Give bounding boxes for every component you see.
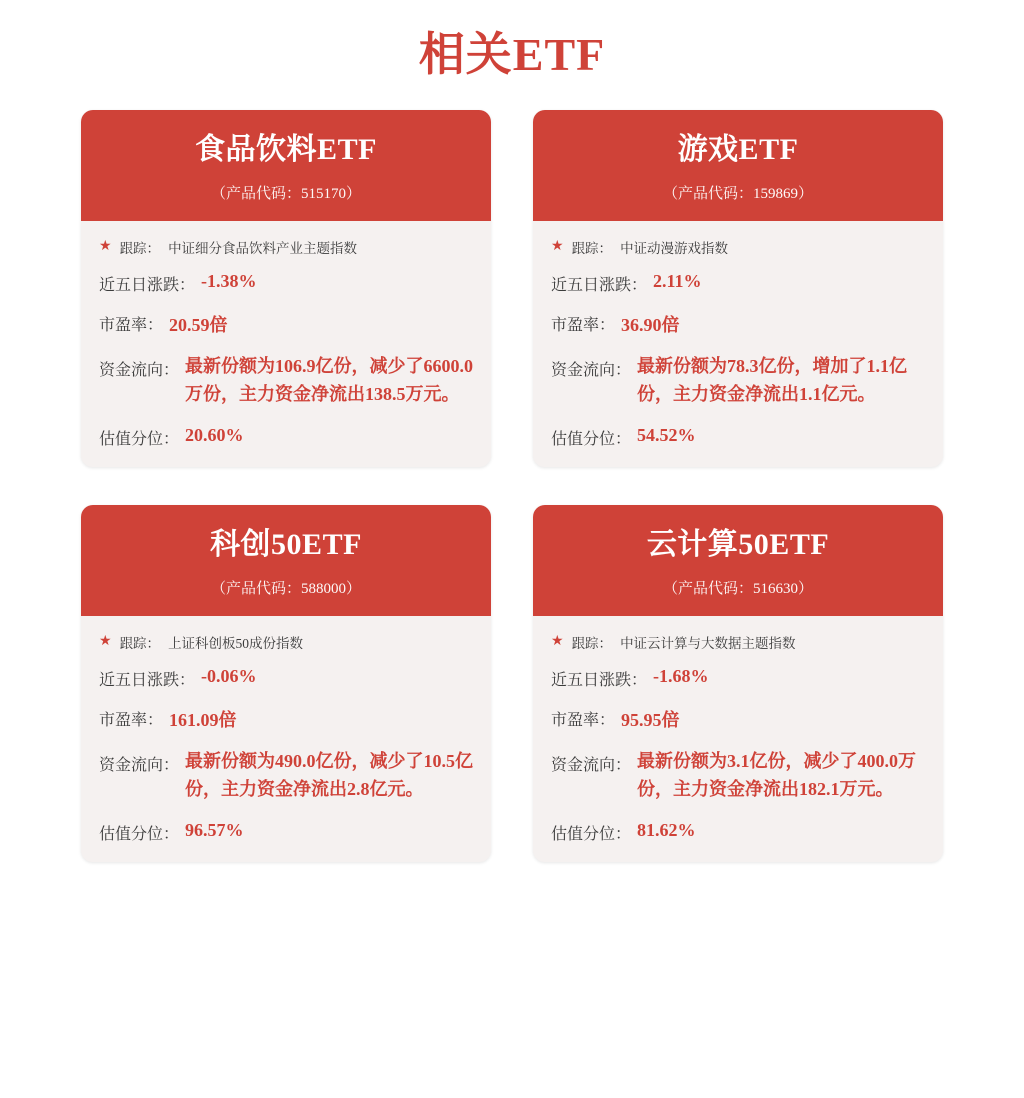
etf-percentile-value: 20.60% <box>185 424 244 445</box>
etf-five-day-row <box>551 666 925 690</box>
etf-card[interactable] <box>533 505 943 862</box>
etf-card[interactable] <box>533 110 943 467</box>
etf-flow-label: 资金流向： <box>551 362 632 379</box>
etf-percentile-value: 54.52% <box>637 424 696 445</box>
etf-page <box>0 18 1024 886</box>
etf-pe-row <box>99 706 473 732</box>
etf-track-label: 跟踪： <box>571 241 613 256</box>
etf-five-day-value: -1.68% <box>653 665 709 686</box>
page-title: 相关ETF <box>418 29 606 80</box>
etf-five-day-row <box>99 271 473 295</box>
etf-pe-label: 市盈率： <box>551 317 616 334</box>
etf-percentile-row <box>551 820 925 844</box>
etf-five-day-label: 近五日涨跌： <box>551 277 648 294</box>
etf-flow-row <box>551 748 925 804</box>
star-icon: ★ <box>99 239 112 254</box>
etf-flow-row <box>99 353 473 409</box>
etf-track-row <box>551 632 925 652</box>
etf-percentile-label: 估值分位： <box>99 430 180 448</box>
etf-track-value: 中证动漫游戏指数 <box>620 241 729 256</box>
etf-pe-value: 95.95倍 <box>621 709 680 730</box>
etf-track-label: 跟踪： <box>119 635 161 651</box>
etf-title: 食品饮料ETF <box>195 133 377 166</box>
star-icon: ★ <box>551 239 564 254</box>
etf-card-body <box>533 616 943 862</box>
etf-track-value: 中证细分食品饮料产业主题指数 <box>168 241 358 256</box>
etf-card-grid <box>0 110 1024 862</box>
etf-card-header <box>81 505 491 616</box>
etf-card-body <box>81 221 491 467</box>
etf-flow-row <box>99 748 473 804</box>
etf-track-value: 中证云计算与大数据主题指数 <box>620 635 796 651</box>
etf-percentile-row <box>99 425 473 449</box>
etf-percentile-value: 96.57% <box>185 819 244 840</box>
etf-pe-value: 36.90倍 <box>621 315 680 335</box>
etf-percentile-row <box>99 820 473 844</box>
etf-percentile-label: 估值分位： <box>551 825 632 843</box>
etf-track-label: 跟踪： <box>119 241 161 256</box>
etf-card-header <box>533 110 943 221</box>
etf-five-day-value: -0.06% <box>201 665 257 686</box>
etf-track-row <box>551 237 925 257</box>
star-icon: ★ <box>551 633 564 649</box>
etf-card[interactable] <box>81 110 491 467</box>
etf-flow-value: 最新份额为106.9亿份，减少了6600.0万份，主力资金净流出138.5万元。 <box>185 356 474 404</box>
etf-card-header <box>533 505 943 616</box>
etf-flow-row <box>551 353 925 409</box>
etf-percentile-label: 估值分位： <box>551 430 632 448</box>
etf-product-code: （产品代码：159869） <box>662 186 813 202</box>
etf-pe-row <box>551 706 925 732</box>
etf-track-row <box>99 237 473 257</box>
etf-five-day-row <box>99 666 473 690</box>
etf-title: 游戏ETF <box>677 133 799 166</box>
etf-card-header <box>81 110 491 221</box>
etf-percentile-label: 估值分位： <box>99 825 180 843</box>
etf-five-day-label: 近五日涨跌： <box>99 277 196 294</box>
etf-product-code: （产品代码：588000） <box>210 580 361 597</box>
etf-pe-label: 市盈率： <box>551 711 616 729</box>
etf-flow-value: 最新份额为490.0亿份，减少了10.5亿份，主力资金净流出2.8亿元。 <box>185 750 474 799</box>
etf-pe-value: 20.59倍 <box>169 315 228 335</box>
etf-flow-label: 资金流向： <box>99 362 180 379</box>
etf-card[interactable] <box>81 505 491 862</box>
etf-card-body <box>81 616 491 862</box>
etf-flow-value: 最新份额为3.1亿份，减少了400.0万份，主力资金净流出182.1万元。 <box>637 750 917 799</box>
etf-card-body <box>533 221 943 467</box>
etf-title: 云计算50ETF <box>646 527 830 561</box>
etf-product-code: （产品代码：515170） <box>210 186 361 202</box>
star-icon: ★ <box>99 633 112 649</box>
etf-track-label: 跟踪： <box>571 635 613 651</box>
etf-flow-value: 最新份额为78.3亿份，增加了1.1亿份，主力资金净流出1.1亿元。 <box>637 356 908 404</box>
etf-five-day-label: 近五日涨跌： <box>99 671 196 689</box>
etf-five-day-row <box>551 271 925 295</box>
etf-percentile-value: 81.62% <box>637 819 696 840</box>
etf-flow-label: 资金流向： <box>99 756 180 774</box>
etf-pe-label: 市盈率： <box>99 711 164 729</box>
etf-percentile-row <box>551 425 925 449</box>
etf-pe-value: 161.09倍 <box>169 709 237 730</box>
etf-five-day-label: 近五日涨跌： <box>551 671 648 689</box>
etf-track-value: 上证科创板50成份指数 <box>168 635 304 651</box>
etf-five-day-value: 2.11% <box>653 271 702 291</box>
etf-track-row <box>99 632 473 652</box>
etf-five-day-value: -1.38% <box>201 271 257 291</box>
etf-product-code: （产品代码：516630） <box>662 580 813 597</box>
etf-title: 科创50ETF <box>210 527 362 561</box>
etf-pe-row <box>99 311 473 337</box>
etf-flow-label: 资金流向： <box>551 756 632 774</box>
etf-pe-label: 市盈率： <box>99 317 164 334</box>
etf-pe-row <box>551 311 925 337</box>
